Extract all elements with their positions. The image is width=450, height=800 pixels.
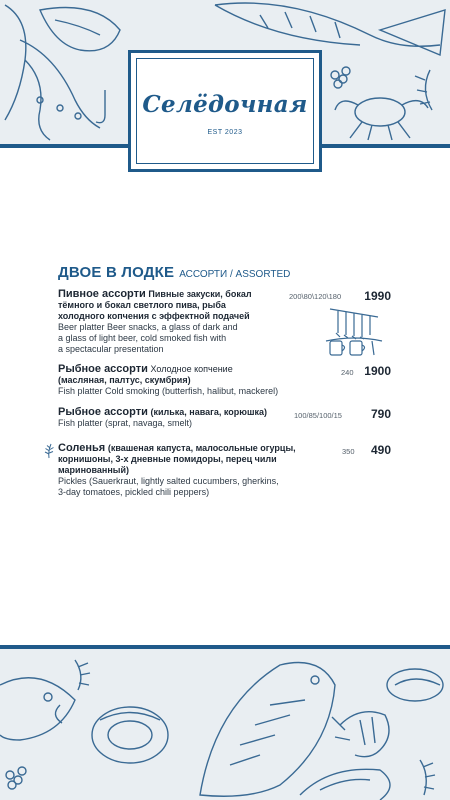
herb-icon (415, 70, 432, 110)
section-title-ru: ДВОЕ В ЛОДКЕ (58, 264, 175, 281)
item-name: Соленья (58, 442, 106, 454)
section-title (58, 264, 290, 282)
crab-icon (335, 98, 428, 140)
item-desc-en: Beer platter Beer snacks, a glass of dark and (58, 322, 238, 332)
item-desc-en: 3-day tomatoes, pickled chili peppers) (58, 487, 210, 497)
section-title-en: АССОРТИ / ASSORTED (179, 269, 291, 280)
item-desc-ru: (квашеная капуста, малосольные огурцы, (107, 443, 296, 453)
menu-item-fish-platter-smoked (58, 364, 393, 397)
item-desc-en: Pickles (Sauerkraut, lightly salted cucumbers, gherkins, (58, 476, 279, 486)
herb-icon (75, 660, 435, 795)
caviar-icon (6, 767, 26, 789)
item-header-line (58, 407, 393, 418)
fish-icon (215, 3, 445, 55)
item-name: Рыбное ассорти (58, 363, 148, 375)
salmon-steak-icon (300, 769, 390, 800)
brand-name: Селёдочная (142, 91, 308, 118)
item-weight: 350 (342, 447, 355, 456)
octopus-icon (5, 5, 100, 140)
brand-est: EST 2023 (207, 129, 243, 136)
item-price: 790 (370, 407, 391, 421)
hook-icon (96, 90, 105, 123)
item-weight: 200\80\120\180 (289, 292, 342, 301)
item-desc-en: a spectacular presentation (58, 344, 164, 354)
item-name: Рыбное ассорти (58, 406, 148, 418)
mussel-icon (387, 669, 443, 701)
item-desc-ru: Холодное копчение (150, 364, 233, 374)
caviar-icon (331, 67, 350, 88)
beer-platter-illustration-icon (322, 305, 386, 359)
item-name: Пивное ассорти (58, 288, 146, 300)
item-desc-en: Fish platter Cold smoking (butterfish, halibut, mackerel) (58, 386, 279, 396)
herb-sprig-icon (43, 443, 55, 459)
dorado-fish-icon (200, 663, 335, 797)
item-weight: 240 (341, 368, 354, 377)
item-desc-ru: (килька, навага, корюшка) (150, 407, 267, 417)
item-weight: 100/85/100/15 (294, 411, 342, 420)
logo-card (128, 50, 322, 172)
item-header-line (58, 289, 393, 300)
item-desc-en: Fish platter (sprat, navaga, smelt) (58, 418, 193, 428)
shrimp-icon (332, 712, 389, 757)
item-desc-ru: корнишоны, 3-х дневные помидоры, перец чили (58, 454, 277, 464)
item-price: 1990 (364, 289, 391, 303)
salmon-steak-icon (40, 8, 120, 51)
item-desc-ru: маринованный) (58, 465, 130, 475)
item-desc-ru: (масляная, палтус, скумбрия) (58, 375, 191, 385)
menu-item-pickles (58, 443, 393, 498)
seafood-sketch-bottom (0, 645, 450, 800)
bottom-decorative-band (0, 645, 450, 800)
item-desc-ru: Пивные закуски, бокал (148, 289, 252, 299)
item-price: 1900 (364, 364, 391, 378)
item-desc-ru: тёмного и бокал светлого пива, рыба (58, 300, 226, 310)
item-desc-en: a glass of light beer, cold smoked fish with (58, 333, 227, 343)
fish-head-icon (0, 678, 75, 740)
item-price: 490 (370, 443, 391, 457)
item-desc-ru: холодного копчения с эффектной подачей (58, 311, 250, 321)
menu-item-fish-platter-sprat (58, 407, 393, 429)
oyster-icon (92, 707, 168, 763)
